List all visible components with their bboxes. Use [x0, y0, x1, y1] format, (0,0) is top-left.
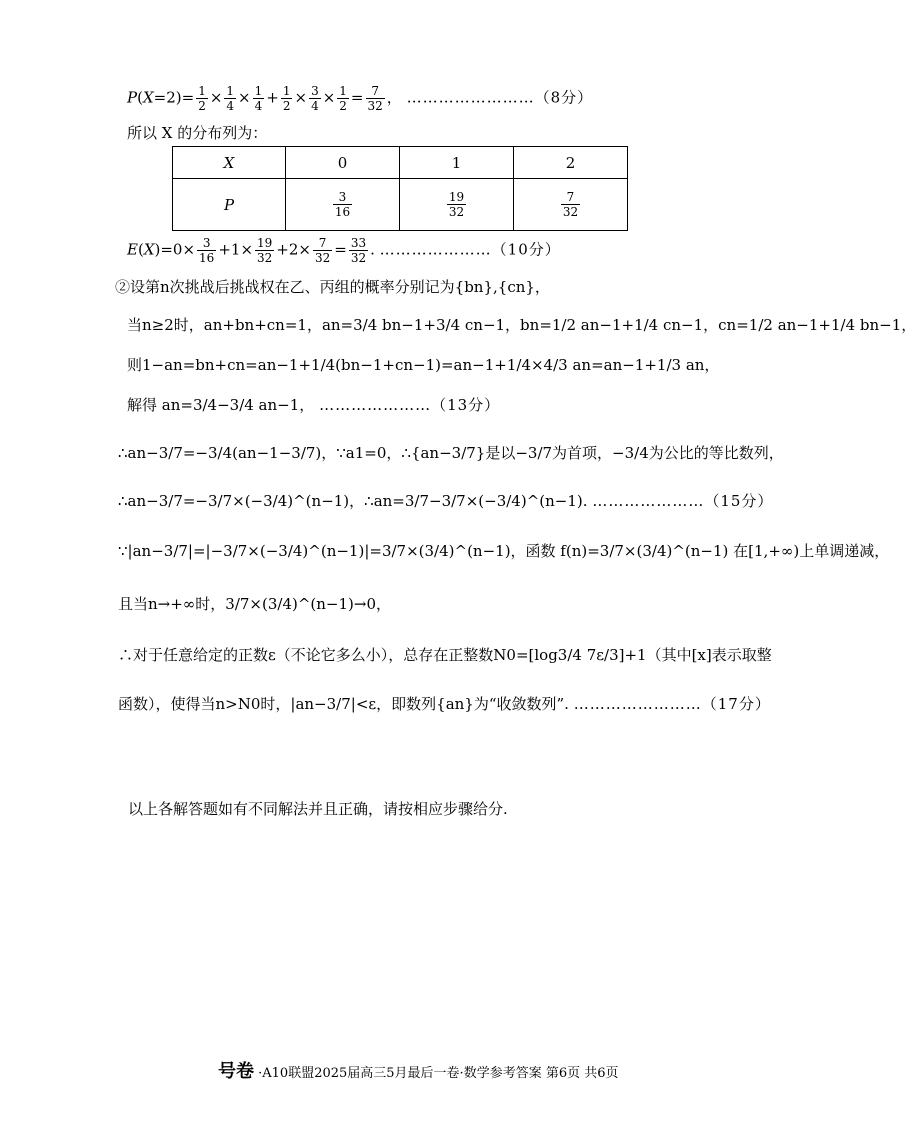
- dist-intro: 所以 X 的分布列为：: [127, 124, 268, 142]
- table-header-1: 1: [400, 147, 514, 179]
- distribution-table: [172, 146, 628, 231]
- conclude-line-2: [118, 697, 771, 712]
- page-footer: [218, 1057, 619, 1083]
- p-x2-line: P(X=2)= $\frac{1}{2}$ × $\frac{1}{4}$ × $\frac{1}{4}$ + $\frac{1}{2}$ × $\frac{3}{4}$ × $\frac{1}{2}$ = $\frac{7}{32}$ ， ……………………（8分）: [127, 84, 594, 113]
- table-header-0: 0: [286, 147, 400, 179]
- general-term-line: [118, 494, 773, 509]
- solve-line: [127, 398, 500, 413]
- limit-line: 且当n→+∞时，3/7×(3/4)^(n−1)→0，: [118, 595, 392, 613]
- score-10: …………………（10分）: [379, 240, 561, 259]
- score-17: ……………………（17分）: [573, 695, 771, 713]
- grading-note: 以上各解答题如有不同解法并且正确，请按相应步骤给分.: [128, 800, 508, 818]
- score-13: …………………（13分）: [319, 396, 501, 414]
- abs-line: ∵|an−3/7|=|−3/7×(−3/4)^(n−1)|=3/7×(3/4)^(n−1)，函数 f(n)=3/7×(3/4)^(n−1) 在[1,+∞)上单调递减，: [118, 542, 890, 560]
- score-8: ……………………（8分）: [406, 88, 594, 107]
- conclude-line-1: ∴对于任意给定的正数ε（不论它多么小），总存在正整数N0=[log3/4 7ε/3]+1（其中[x]表示取整: [118, 646, 772, 664]
- table-header-2: 2: [514, 147, 628, 179]
- table-cell-p2: $\frac{7}{32}$: [514, 179, 628, 231]
- table-row-p: P: [173, 179, 286, 231]
- expectation-line: E(X)=0× $\frac{3}{16}$ +1× $\frac{19}{32}$ +2× $\frac{7}{32}$ = $\frac{33}{32}$ . …………………（10分）: [127, 236, 561, 265]
- part2-intro: ②设第n次挑战后挑战权在乙、丙组的概率分别记为{bn},{cn}，: [115, 278, 550, 296]
- general-text: ∴an−3/7=−3/7×(−3/4)^(n−1)，∴an=3/7−3/7×(−3/4)^(n−1).: [118, 492, 588, 510]
- recurrence-line: 当n≥2时，an+bn+cn=1，an=3/4 bn−1+3/4 cn−1，bn=1/2 an−1+1/4 cn−1，cn=1/2 an−1+1/4 bn−1，: [127, 316, 916, 334]
- table-cell-p0: $\frac{3}{16}$: [286, 179, 400, 231]
- score-15: …………………（15分）: [592, 492, 774, 510]
- table-header-x: X: [173, 147, 286, 179]
- derive-line: 则1−an=bn+cn=an−1+1/4(bn−1+cn−1)=an−1+1/4×4/3 an=an−1+1/3 an，: [127, 356, 720, 374]
- footer-text: ·A10联盟2025届高三5月最后一卷·数学参考答案 第6页 共6页: [258, 1066, 619, 1081]
- conclude-text: 函数），使得当n>N0时，|an−3/7|<ε，即数列{an}为“收敛数列”.: [118, 695, 569, 713]
- geometric-line: ∴an−3/7=−3/4(an−1−3/7)，∵a1=0，∴{an−3/7}是以−3/7为首项，−3/4为公比的等比数列，: [118, 444, 784, 462]
- brand-logo: 号卷: [218, 1061, 254, 1082]
- solve-text: 解得 an=3/4−3/4 an−1，: [127, 396, 315, 414]
- table-cell-p1: $\frac{19}{32}$: [400, 179, 514, 231]
